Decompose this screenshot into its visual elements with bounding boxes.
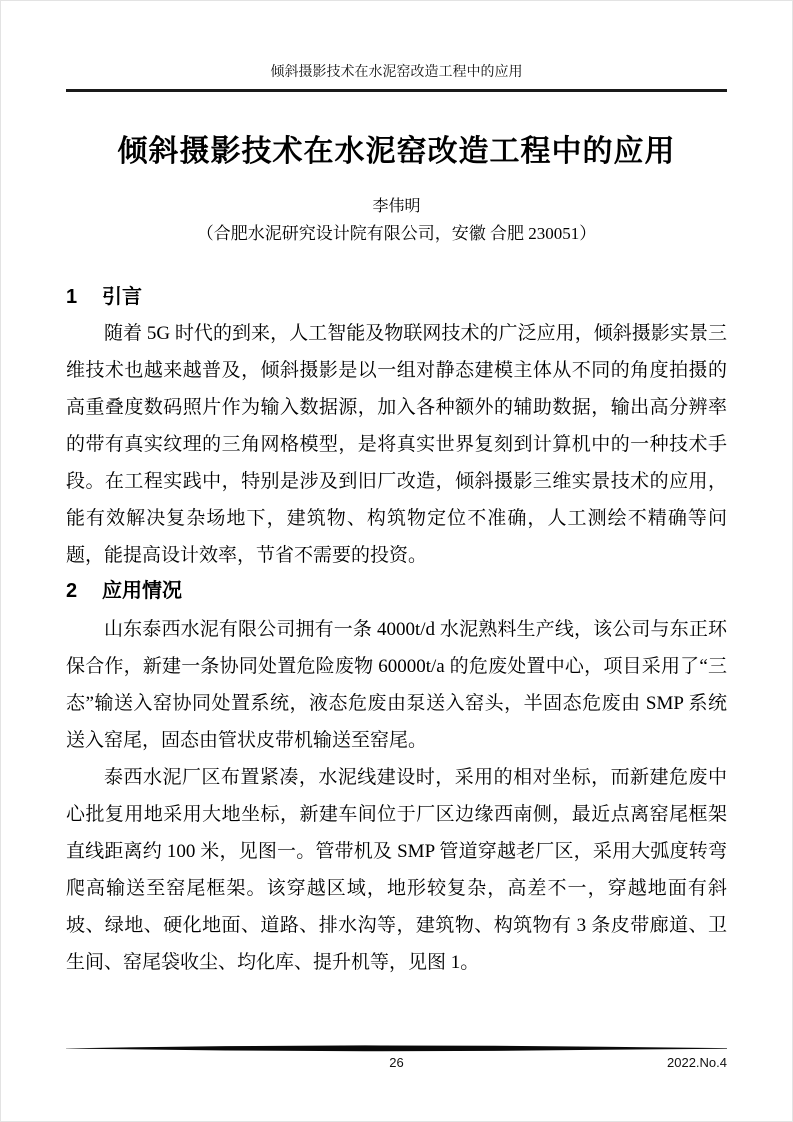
section-number: 1 [66, 285, 78, 308]
running-header-title: 倾斜摄影技术在水泥窑改造工程中的应用 [270, 65, 523, 80]
article-title: 倾斜摄影技术在水泥窑改造工程中的应用 [117, 134, 676, 168]
section-number: 2 [66, 579, 78, 602]
page-number: 26 [389, 1055, 404, 1070]
author-affiliation: （合肥水泥研究设计院有限公司，安徽 合肥 230051） [196, 223, 597, 243]
section-introduction [66, 283, 727, 574]
page-footer [66, 1045, 727, 1072]
issue-label: 2022.No.4 [667, 1055, 727, 1070]
paragraph: 山东泰西水泥有限公司拥有一条 4000t/d 水泥熟料生产线，该公司与东正环保合作，新建一条协同处置危险废物 60000t/a 的危废处置中心，项目采用了“三态”输送入窑协同处置系统，液态危废由泵送入窑头，半固态危废由 SMP 系统送入窑尾，固态由管状皮带机输送至窑尾。 [66, 618, 727, 751]
paragraph: 随着 5G 时代的到来，人工智能及物联网技术的广泛应用，倾斜摄影实景三维技术也越来越普及，倾斜摄影是以一组对静态建模主体从不同的角度拍摄的高重叠度数码照片作为输入数据源，加入各种额外的辅助数据，输出高分辨率的带有真实纹理的三角网格模型，是将真实世界复刻到计算机中的一种技术手段。在工程实践中，特别是涉及到旧厂改造，倾斜摄影三维实景技术的应用，能有效解决复杂场地下，建筑物、构筑物定位不准确，人工测绘不精确等问题，能提高设计效率，节省不需要的投资。 [66, 322, 727, 566]
section-title: 引言 [102, 285, 142, 308]
footer-text-row [66, 1054, 727, 1072]
running-header [66, 1, 727, 92]
paragraph: 泰西水泥厂区布置紧凑，水泥线建设时，采用的相对坐标，而新建危废中心批复用地采用大地坐标，新建车间位于厂区边缘西南侧，最近点离窑尾框架直线距离约 100 米，见图一。管带机及 SMP 管道穿越老厂区，采用大弧度转弯爬高输送至窑尾框架。该穿越区域，地形较复杂，高差不一，穿越地面有斜坡、绿地、硬化地面、道路、排水沟等，建筑物、构筑物有 3 条皮带廊道、卫生间、窑尾袋收尘、均化库、提升机等，见图 1。 [66, 766, 727, 973]
section-application [66, 577, 727, 981]
footer-rule [66, 1045, 727, 1052]
author-name: 李伟明 [372, 197, 421, 215]
header-rule [66, 89, 727, 92]
section-heading-2 [66, 577, 727, 605]
section-title: 应用情况 [102, 579, 182, 602]
page-content [66, 1, 727, 981]
section-heading-1 [66, 283, 727, 311]
